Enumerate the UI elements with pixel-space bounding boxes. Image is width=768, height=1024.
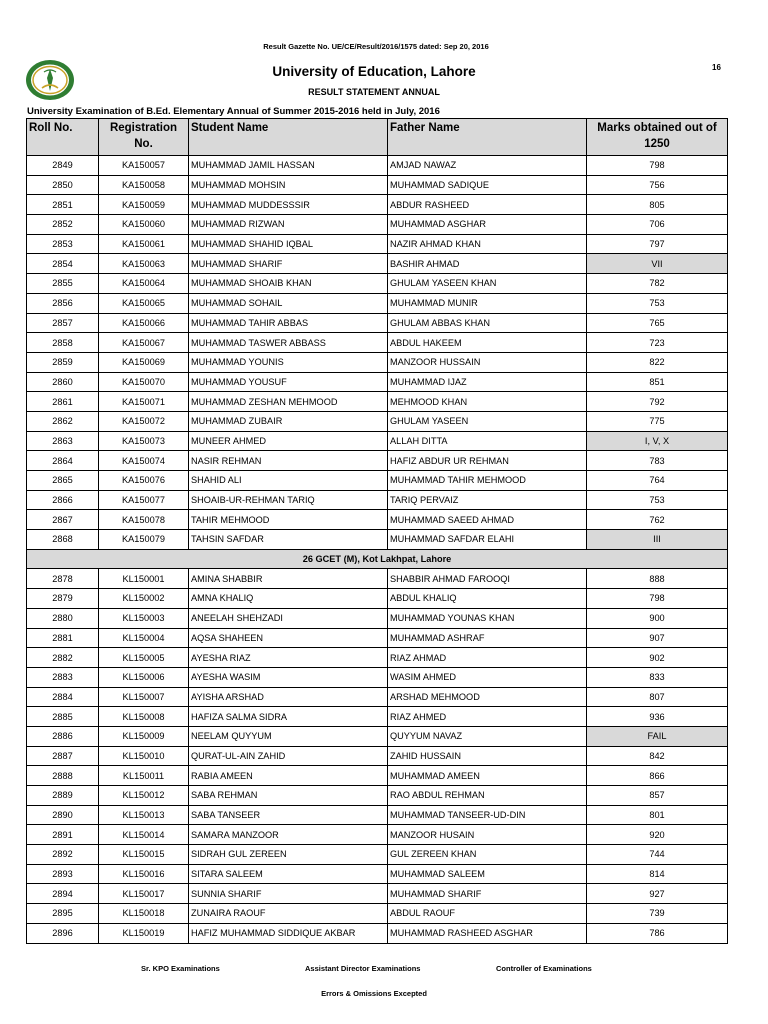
student-name-cell: MUHAMMAD YOUSUF bbox=[189, 372, 388, 392]
marks-cell: 900 bbox=[587, 608, 728, 628]
father-name-cell: MUHAMMAD TAHIR MEHMOOD bbox=[388, 471, 587, 491]
father-name-cell: MANZOOR HUSAIN bbox=[388, 825, 587, 845]
roll-no-header: Roll No. bbox=[27, 119, 99, 156]
marks-cell: 739 bbox=[587, 904, 728, 924]
father-name-cell: ABDUR RASHEED bbox=[388, 195, 587, 215]
marks-cell: 782 bbox=[587, 274, 728, 294]
registration-cell: KL150001 bbox=[99, 569, 189, 589]
father-name-cell: HAFIZ ABDUR UR REHMAN bbox=[388, 451, 587, 471]
table-row bbox=[27, 726, 728, 746]
registration-cell: KL150010 bbox=[99, 746, 189, 766]
student-name-cell: MUHAMMAD JAMIL HASSAN bbox=[189, 156, 388, 176]
registration-cell: KL150003 bbox=[99, 608, 189, 628]
registration-cell: KL150007 bbox=[99, 687, 189, 707]
student-name-cell: MUHAMMAD MUDDESSSIR bbox=[189, 195, 388, 215]
registration-cell: KL150008 bbox=[99, 707, 189, 727]
roll-no-cell: 2851 bbox=[27, 195, 99, 215]
student-name-cell: SAMARA MANZOOR bbox=[189, 825, 388, 845]
table-row bbox=[27, 195, 728, 215]
marks-cell: 857 bbox=[587, 786, 728, 806]
student-name-cell: AMINA SHABBIR bbox=[189, 569, 388, 589]
roll-no-cell: 2880 bbox=[27, 608, 99, 628]
registration-cell: KL150016 bbox=[99, 864, 189, 884]
student-name-cell: MUHAMMAD YOUNIS bbox=[189, 352, 388, 372]
roll-no-cell: 2886 bbox=[27, 726, 99, 746]
registration-cell: KA150069 bbox=[99, 352, 189, 372]
kpo-signature-label: Sr. KPO Examinations bbox=[141, 964, 220, 973]
marks-cell: 801 bbox=[587, 805, 728, 825]
marks-cell: 762 bbox=[587, 510, 728, 530]
student-name-cell: NASIR REHMAN bbox=[189, 451, 388, 471]
student-name-cell: SUNNIA SHARIF bbox=[189, 884, 388, 904]
father-name-cell: GHULAM ABBAS KHAN bbox=[388, 313, 587, 333]
roll-no-cell: 2888 bbox=[27, 766, 99, 786]
statement-title: RESULT STATEMENT ANNUAL bbox=[308, 87, 440, 97]
marks-cell: 786 bbox=[587, 923, 728, 943]
registration-cell: KL150015 bbox=[99, 845, 189, 865]
student-name-cell: AYESHA RIAZ bbox=[189, 648, 388, 668]
table-row bbox=[27, 845, 728, 865]
table-row bbox=[27, 746, 728, 766]
father-name-cell: ARSHAD MEHMOOD bbox=[388, 687, 587, 707]
father-name-cell: ALLAH DITTA bbox=[388, 431, 587, 451]
registration-cell: KA150074 bbox=[99, 451, 189, 471]
marks-cell: 798 bbox=[587, 156, 728, 176]
student-name-cell: MUHAMMAD SHOAIB KHAN bbox=[189, 274, 388, 294]
gazette-reference: Result Gazette No. UE/CE/Result/2016/1575 dated: Sep 20, 2016 bbox=[263, 42, 489, 51]
father-name-cell: MEHMOOD KHAN bbox=[388, 392, 587, 412]
table-row bbox=[27, 333, 728, 353]
roll-no-cell: 2883 bbox=[27, 667, 99, 687]
table-row bbox=[27, 589, 728, 609]
university-name: University of Education, Lahore bbox=[272, 64, 476, 79]
controller-signature-label: Controller of Examinations bbox=[496, 964, 592, 973]
table-row bbox=[27, 884, 728, 904]
student-name-cell: MUNEER AHMED bbox=[189, 431, 388, 451]
roll-no-cell: 2856 bbox=[27, 293, 99, 313]
roll-no-cell: 2861 bbox=[27, 392, 99, 412]
student-name-cell: ANEELAH SHEHZADI bbox=[189, 608, 388, 628]
table-row bbox=[27, 510, 728, 530]
table-row bbox=[27, 805, 728, 825]
marks-cell: 775 bbox=[587, 411, 728, 431]
table-row bbox=[27, 667, 728, 687]
marks-header: Marks obtained out of 1250 bbox=[587, 119, 728, 156]
table-row bbox=[27, 215, 728, 235]
student-name-cell: RABIA AMEEN bbox=[189, 766, 388, 786]
roll-no-cell: 2863 bbox=[27, 431, 99, 451]
registration-cell: KL150017 bbox=[99, 884, 189, 904]
registration-cell: KA150060 bbox=[99, 215, 189, 235]
father-name-cell: NAZIR AHMAD KHAN bbox=[388, 234, 587, 254]
roll-no-cell: 2854 bbox=[27, 254, 99, 274]
table-row bbox=[27, 707, 728, 727]
registration-cell: KA150070 bbox=[99, 372, 189, 392]
marks-cell: 936 bbox=[587, 707, 728, 727]
table-row bbox=[27, 156, 728, 176]
registration-cell: KA150079 bbox=[99, 530, 189, 550]
marks-cell: VII bbox=[587, 254, 728, 274]
roll-no-cell: 2852 bbox=[27, 215, 99, 235]
roll-no-cell: 2860 bbox=[27, 372, 99, 392]
father-name-cell: BASHIR AHMAD bbox=[388, 254, 587, 274]
student-name-cell: TAHIR MEHMOOD bbox=[189, 510, 388, 530]
marks-cell: 706 bbox=[587, 215, 728, 235]
marks-cell: 920 bbox=[587, 825, 728, 845]
father-name-cell: MUHAMMAD ASHRAF bbox=[388, 628, 587, 648]
father-name-cell: MUHAMMAD RASHEED ASGHAR bbox=[388, 923, 587, 943]
father-name-cell: MUHAMMAD TANSEER-UD-DIN bbox=[388, 805, 587, 825]
father-name-cell: MUHAMMAD IJAZ bbox=[388, 372, 587, 392]
father-name-cell: MUHAMMAD MUNIR bbox=[388, 293, 587, 313]
registration-cell: KA150076 bbox=[99, 471, 189, 491]
exam-title: University Examination of B.Ed. Elementary Annual of Summer 2015-2016 held in July, 2016 bbox=[27, 106, 440, 117]
marks-cell: FAIL bbox=[587, 726, 728, 746]
registration-cell: KA150059 bbox=[99, 195, 189, 215]
father-name-cell: RIAZ AHMAD bbox=[388, 648, 587, 668]
marks-cell: 907 bbox=[587, 628, 728, 648]
registration-cell: KL150005 bbox=[99, 648, 189, 668]
registration-cell: KL150011 bbox=[99, 766, 189, 786]
table-row bbox=[27, 411, 728, 431]
father-name-cell: MANZOOR HUSSAIN bbox=[388, 352, 587, 372]
father-name-cell: WASIM AHMED bbox=[388, 667, 587, 687]
marks-cell: 753 bbox=[587, 293, 728, 313]
roll-no-cell: 2849 bbox=[27, 156, 99, 176]
table-row bbox=[27, 451, 728, 471]
registration-cell: KA150064 bbox=[99, 274, 189, 294]
table-row bbox=[27, 175, 728, 195]
student-name-cell: HAFIZA SALMA SIDRA bbox=[189, 707, 388, 727]
father-name-cell: MUHAMMAD AMEEN bbox=[388, 766, 587, 786]
table-row bbox=[27, 352, 728, 372]
student-name-cell: SABA REHMAN bbox=[189, 786, 388, 806]
student-name-cell: HAFIZ MUHAMMAD SIDDIQUE AKBAR bbox=[189, 923, 388, 943]
father-name-cell: TARIQ PERVAIZ bbox=[388, 490, 587, 510]
marks-cell: 792 bbox=[587, 392, 728, 412]
table-row bbox=[27, 313, 728, 333]
father-name-cell: GHULAM YASEEN bbox=[388, 411, 587, 431]
registration-cell: KA150072 bbox=[99, 411, 189, 431]
roll-no-cell: 2878 bbox=[27, 569, 99, 589]
marks-cell: III bbox=[587, 530, 728, 550]
table-row bbox=[27, 904, 728, 924]
father-name-cell: MUHAMMAD SAFDAR ELAHI bbox=[388, 530, 587, 550]
student-name-cell: MUHAMMAD SOHAIL bbox=[189, 293, 388, 313]
table-row bbox=[27, 530, 728, 550]
student-name-cell: MUHAMMAD MOHSIN bbox=[189, 175, 388, 195]
roll-no-cell: 2862 bbox=[27, 411, 99, 431]
table-row bbox=[27, 786, 728, 806]
father-name-cell: SHABBIR AHMAD FAROOQI bbox=[388, 569, 587, 589]
roll-no-cell: 2879 bbox=[27, 589, 99, 609]
table-row bbox=[27, 825, 728, 845]
student-name-cell: AYESHA WASIM bbox=[189, 667, 388, 687]
registration-cell: KA150077 bbox=[99, 490, 189, 510]
student-name-cell: MUHAMMAD TAHIR ABBAS bbox=[189, 313, 388, 333]
table-row bbox=[27, 274, 728, 294]
section-row bbox=[27, 549, 728, 569]
marks-cell: 764 bbox=[587, 471, 728, 491]
roll-no-cell: 2896 bbox=[27, 923, 99, 943]
marks-cell: 842 bbox=[587, 746, 728, 766]
student-name-header: Student Name bbox=[189, 119, 388, 156]
table-row bbox=[27, 864, 728, 884]
roll-no-cell: 2850 bbox=[27, 175, 99, 195]
registration-cell: KA150063 bbox=[99, 254, 189, 274]
roll-no-cell: 2866 bbox=[27, 490, 99, 510]
registration-cell: KL150013 bbox=[99, 805, 189, 825]
student-name-cell: MUHAMMAD ZESHAN MEHMOOD bbox=[189, 392, 388, 412]
table-row bbox=[27, 372, 728, 392]
marks-cell: I, V, X bbox=[587, 431, 728, 451]
student-name-cell: MUHAMMAD SHARIF bbox=[189, 254, 388, 274]
registration-cell: KL150019 bbox=[99, 923, 189, 943]
table-row bbox=[27, 569, 728, 589]
marks-cell: 814 bbox=[587, 864, 728, 884]
student-name-cell: MUHAMMAD TASWER ABBASS bbox=[189, 333, 388, 353]
table-row bbox=[27, 766, 728, 786]
marks-cell: 902 bbox=[587, 648, 728, 668]
registration-cell: KA150057 bbox=[99, 156, 189, 176]
roll-no-cell: 2892 bbox=[27, 845, 99, 865]
father-name-cell: RAO ABDUL REHMAN bbox=[388, 786, 587, 806]
father-name-cell: MUHAMMAD YOUNAS KHAN bbox=[388, 608, 587, 628]
registration-cell: KL150006 bbox=[99, 667, 189, 687]
roll-no-cell: 2890 bbox=[27, 805, 99, 825]
roll-no-cell: 2855 bbox=[27, 274, 99, 294]
roll-no-cell: 2885 bbox=[27, 707, 99, 727]
student-name-cell: AMNA KHALIQ bbox=[189, 589, 388, 609]
roll-no-cell: 2868 bbox=[27, 530, 99, 550]
table-row bbox=[27, 471, 728, 491]
father-name-cell: MUHAMMAD ASGHAR bbox=[388, 215, 587, 235]
student-name-cell: SIDRAH GUL ZEREEN bbox=[189, 845, 388, 865]
father-name-cell: GUL ZEREEN KHAN bbox=[388, 845, 587, 865]
registration-cell: KL150004 bbox=[99, 628, 189, 648]
marks-cell: 833 bbox=[587, 667, 728, 687]
father-name-cell: RIAZ AHMED bbox=[388, 707, 587, 727]
roll-no-cell: 2894 bbox=[27, 884, 99, 904]
roll-no-cell: 2864 bbox=[27, 451, 99, 471]
marks-cell: 765 bbox=[587, 313, 728, 333]
roll-no-cell: 2889 bbox=[27, 786, 99, 806]
father-name-cell: ABDUL KHALIQ bbox=[388, 589, 587, 609]
registration-cell: KL150018 bbox=[99, 904, 189, 924]
table-row bbox=[27, 923, 728, 943]
marks-cell: 927 bbox=[587, 884, 728, 904]
roll-no-cell: 2859 bbox=[27, 352, 99, 372]
roll-no-cell: 2858 bbox=[27, 333, 99, 353]
marks-cell: 756 bbox=[587, 175, 728, 195]
father-name-cell: ZAHID HUSSAIN bbox=[388, 746, 587, 766]
results-group-b bbox=[27, 569, 728, 943]
marks-cell: 783 bbox=[587, 451, 728, 471]
table-row bbox=[27, 293, 728, 313]
student-name-cell: NEELAM QUYYUM bbox=[189, 726, 388, 746]
marks-cell: 798 bbox=[587, 589, 728, 609]
marks-cell: 807 bbox=[587, 687, 728, 707]
registration-cell: KA150067 bbox=[99, 333, 189, 353]
registration-cell: KA150065 bbox=[99, 293, 189, 313]
father-name-cell: ABDUL HAKEEM bbox=[388, 333, 587, 353]
father-name-cell: MUHAMMAD SALEEM bbox=[388, 864, 587, 884]
marks-cell: 851 bbox=[587, 372, 728, 392]
roll-no-cell: 2893 bbox=[27, 864, 99, 884]
father-name-cell: GHULAM YASEEN KHAN bbox=[388, 274, 587, 294]
registration-cell: KL150009 bbox=[99, 726, 189, 746]
roll-no-cell: 2887 bbox=[27, 746, 99, 766]
father-name-cell: ABDUL RAOUF bbox=[388, 904, 587, 924]
registration-cell: KA150058 bbox=[99, 175, 189, 195]
table-row bbox=[27, 490, 728, 510]
marks-cell: 866 bbox=[587, 766, 728, 786]
registration-cell: KL150002 bbox=[99, 589, 189, 609]
results-group-a bbox=[27, 156, 728, 550]
table-row bbox=[27, 254, 728, 274]
table-row bbox=[27, 431, 728, 451]
father-name-cell: MUHAMMAD SADIQUE bbox=[388, 175, 587, 195]
roll-no-cell: 2857 bbox=[27, 313, 99, 333]
registration-cell: KA150066 bbox=[99, 313, 189, 333]
table-row bbox=[27, 608, 728, 628]
marks-cell: 753 bbox=[587, 490, 728, 510]
table-row bbox=[27, 648, 728, 668]
registration-cell: KA150061 bbox=[99, 234, 189, 254]
registration-cell: KA150078 bbox=[99, 510, 189, 530]
student-name-cell: SABA TANSEER bbox=[189, 805, 388, 825]
assistant-director-signature-label: Assistant Director Examinations bbox=[305, 964, 421, 973]
roll-no-cell: 2865 bbox=[27, 471, 99, 491]
registration-cell: KA150073 bbox=[99, 431, 189, 451]
student-name-cell: MUHAMMAD RIZWAN bbox=[189, 215, 388, 235]
marks-cell: 888 bbox=[587, 569, 728, 589]
table-row bbox=[27, 687, 728, 707]
table-row bbox=[27, 234, 728, 254]
roll-no-cell: 2882 bbox=[27, 648, 99, 668]
student-name-cell: SHAHID ALI bbox=[189, 471, 388, 491]
marks-cell: 744 bbox=[587, 845, 728, 865]
roll-no-cell: 2881 bbox=[27, 628, 99, 648]
student-name-cell: MUHAMMAD SHAHID IQBAL bbox=[189, 234, 388, 254]
father-name-header: Father Name bbox=[388, 119, 587, 156]
father-name-cell: AMJAD NAWAZ bbox=[388, 156, 587, 176]
student-name-cell: AYISHA ARSHAD bbox=[189, 687, 388, 707]
student-name-cell: AQSA SHAHEEN bbox=[189, 628, 388, 648]
registration-header: Registration No. bbox=[99, 119, 189, 156]
student-name-cell: QURAT-UL-AIN ZAHID bbox=[189, 746, 388, 766]
roll-no-cell: 2867 bbox=[27, 510, 99, 530]
father-name-cell: QUYYUM NAVAZ bbox=[388, 726, 587, 746]
errors-omissions-note: Errors & Omissions Excepted bbox=[321, 989, 427, 998]
table-row bbox=[27, 392, 728, 412]
student-name-cell: SITARA SALEEM bbox=[189, 864, 388, 884]
marks-cell: 805 bbox=[587, 195, 728, 215]
table-header-row bbox=[27, 119, 728, 156]
results-table bbox=[26, 118, 728, 944]
section-title: 26 GCET (M), Kot Lakhpat, Lahore bbox=[27, 549, 728, 569]
student-name-cell: MUHAMMAD ZUBAIR bbox=[189, 411, 388, 431]
marks-cell: 797 bbox=[587, 234, 728, 254]
roll-no-cell: 2884 bbox=[27, 687, 99, 707]
page-number: 16 bbox=[712, 63, 721, 72]
registration-cell: KL150012 bbox=[99, 786, 189, 806]
table-row bbox=[27, 628, 728, 648]
father-name-cell: MUHAMMAD SHARIF bbox=[388, 884, 587, 904]
father-name-cell: MUHAMMAD SAEED AHMAD bbox=[388, 510, 587, 530]
registration-cell: KA150071 bbox=[99, 392, 189, 412]
marks-cell: 822 bbox=[587, 352, 728, 372]
student-name-cell: TAHSIN SAFDAR bbox=[189, 530, 388, 550]
roll-no-cell: 2891 bbox=[27, 825, 99, 845]
registration-cell: KL150014 bbox=[99, 825, 189, 845]
student-name-cell: SHOAIB-UR-REHMAN TARIQ bbox=[189, 490, 388, 510]
roll-no-cell: 2853 bbox=[27, 234, 99, 254]
student-name-cell: ZUNAIRA RAOUF bbox=[189, 904, 388, 924]
roll-no-cell: 2895 bbox=[27, 904, 99, 924]
marks-cell: 723 bbox=[587, 333, 728, 353]
